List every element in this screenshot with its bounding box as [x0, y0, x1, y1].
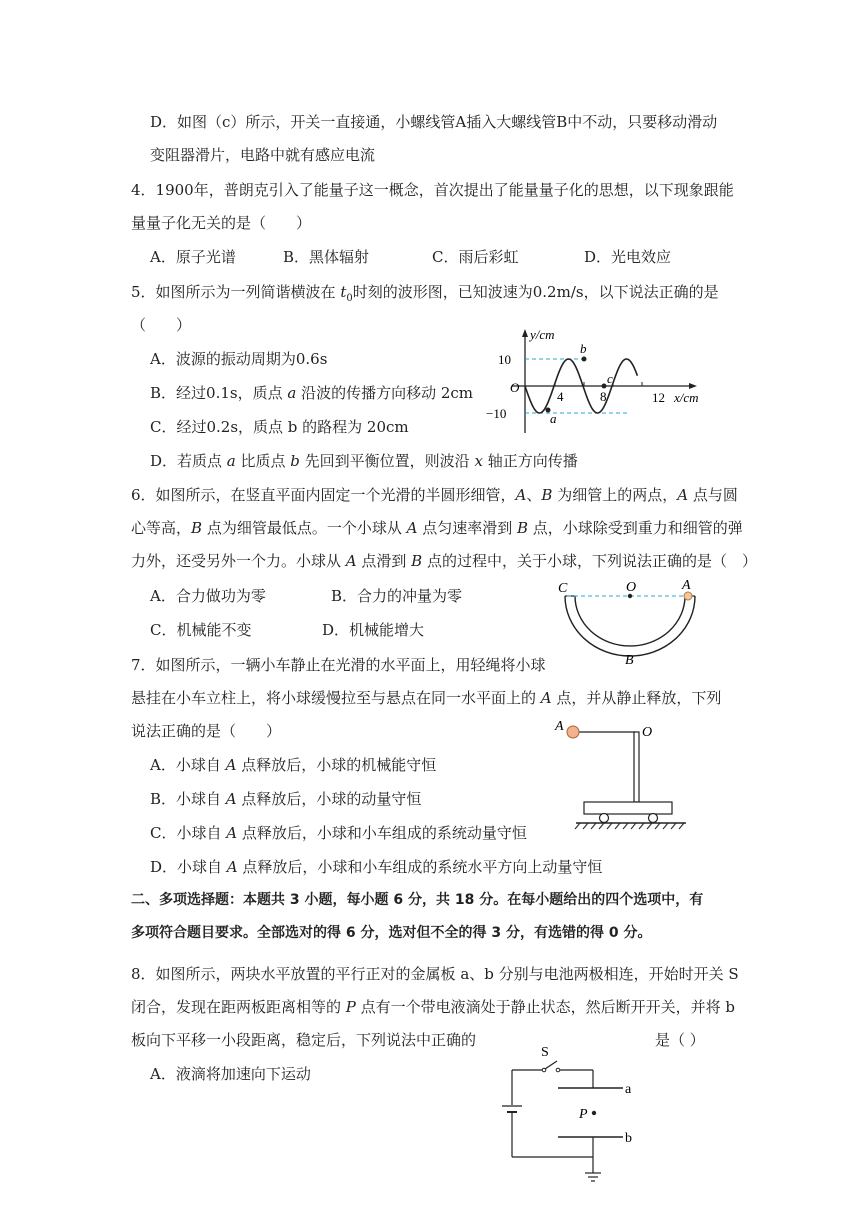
q4-stem-line2: 量量子化无关的是（ ） — [131, 214, 312, 232]
tick-neg10: −10 — [486, 406, 507, 421]
label-p: P — [579, 1107, 588, 1122]
q7-option-d: D．小球自 A 点释放后，小球和小车组成的系统水平方向上动量守恒 — [150, 858, 603, 876]
q8-option-a: A．液滴将加速向下运动 — [150, 1065, 311, 1083]
q7-stem-line2: 悬挂在小车立柱上，将小球缓慢拉至与悬点在同一水平面上的 A 点，并从静止释放，下列 — [131, 689, 722, 707]
label-a: a — [550, 411, 557, 426]
origin-label: O — [510, 380, 520, 395]
q8-stem-line3a: 板向下平移一小段距离，稳定后，下列说法中正确的 — [131, 1031, 477, 1049]
label-a: A — [555, 719, 564, 734]
q6-option-c: C．机械能不变 — [150, 621, 252, 639]
label-a: A — [682, 578, 691, 593]
q8-circuit-figure — [495, 1045, 645, 1185]
q7-stem-line1: 7．如图所示，一辆小车静止在光滑的水平面上，用轻绳将小球 — [131, 656, 546, 674]
tube-outer — [565, 596, 695, 656]
label-b: b — [625, 1131, 632, 1146]
point-p — [592, 1111, 596, 1115]
label-o: O — [642, 725, 653, 740]
q5-option-c: C．经过0.2s，质点 b 的路程为 20cm — [150, 418, 409, 436]
label-a: a — [625, 1082, 632, 1097]
q6-stem-line2: 心等高，B 点为细管最低点。一个小球从 A 点匀速率滑到 B 点，小球除受到重力和细管的弹 — [131, 519, 743, 537]
q8-stem-line1: 8．如图所示，两块水平放置的平行正对的金属板 a、b 分别与电池两极相连，开始时开关 S — [131, 965, 739, 983]
q5-wave-figure — [480, 325, 710, 440]
q6-stem-line1: 6．如图所示，在竖直平面内固定一个光滑的半圆形细管，A、B 为细管上的两点，A 点与圆 — [131, 486, 738, 504]
point-c — [602, 384, 607, 389]
q7-cart-figure — [552, 718, 692, 833]
q7-option-b: B．小球自 A 点释放后，小球的动量守恒 — [150, 790, 422, 808]
x-axis-label: x/cm — [674, 390, 699, 405]
q5-option-b: B．经过0.1s，质点 a 沿波的传播方向移动 2cm — [150, 384, 474, 402]
tick-10: 10 — [498, 352, 511, 367]
q7-option-c: C．小球自 A 点释放后，小球和小车组成的系统动量守恒 — [150, 824, 527, 842]
q5-option-a: A．波源的振动周期为0.6s — [150, 350, 328, 368]
ball-a — [684, 592, 692, 600]
tube-inner — [575, 596, 685, 646]
tick-8: 8 — [600, 389, 607, 404]
cart-body — [584, 802, 672, 814]
q3-option-d-line2: 变阻器滑片，电路中就有感应电流 — [150, 146, 376, 164]
q5-option-d: D．若质点 a 比质点 b 先回到平衡位置，则波沿 x 轴正方向传播 — [150, 452, 578, 470]
q6-option-b: B．合力的冲量为零 — [331, 587, 463, 605]
wheel-right — [649, 814, 658, 823]
section2-heading-line1: 二、多项选择题：本题共 3 小题，每小题 6 分，共 18 分。在每小题给出的四个选项中，有 — [131, 892, 704, 908]
q4-option-d: D．光电效应 — [584, 248, 672, 266]
x-axis-arrow — [689, 383, 697, 389]
wheel-left — [600, 814, 609, 823]
label-b: B — [625, 653, 634, 668]
tick-4: 4 — [557, 389, 564, 404]
y-axis-arrow — [522, 329, 528, 337]
label-c: C — [558, 581, 568, 596]
q7-option-a: A．小球自 A 点释放后，小球的机械能守恒 — [150, 756, 437, 774]
tick-12: 12 — [652, 390, 665, 405]
q4-option-c: C．雨后彩虹 — [432, 248, 519, 266]
q6-stem-line3: 力外，还受另外一个力。小球从 A 点滑到 B 点的过程中，关于小球，下列说法正确的是（ ） — [131, 552, 757, 570]
q4-stem-line1: 4．1900年，普朗克引入了能量子这一概念，首次提出了能量量子化的思想，以下现象跟能 — [131, 181, 734, 199]
y-axis-label: y/cm — [530, 327, 555, 342]
label-s: S — [541, 1045, 549, 1060]
q5-stem-line1: 5．如图所示为一列简谐横波在 $t_0$时刻的波形图，已知波速为0.2m/s，以下说法正确的是 — [131, 283, 719, 304]
label-b: b — [580, 341, 587, 356]
ground-hatch — [575, 823, 684, 829]
q5-stem-line2: （ ） — [131, 316, 192, 334]
q7-stem-line3: 说法正确的是（ ） — [131, 722, 282, 740]
q6-semicircle-figure — [555, 578, 705, 668]
label-o: O — [626, 580, 637, 595]
q6-option-d: D．机械能增大 — [322, 621, 425, 639]
section2-heading-line2: 多项符合题目要求。全部选对的得 6 分，选对但不全的得 3 分，有选错的得 0 分。 — [131, 925, 652, 941]
post — [634, 732, 639, 802]
point-b — [582, 357, 587, 362]
ball — [567, 726, 579, 738]
q4-option-a: A．原子光谱 — [150, 248, 236, 266]
q4-option-b: B．黑体辐射 — [283, 248, 370, 266]
q3-option-d-line1: D．如图（c）所示，开关一直接通，小螺线管A插入大螺线管B中不动，只要移动滑动 — [150, 113, 718, 131]
switch-s — [545, 1061, 557, 1069]
q8-stem-line3b: 是（ ） — [655, 1031, 705, 1049]
q8-stem-line2: 闭合，发现在距两板距离相等的 P 点有一个带电液滴处于静止状态，然后断开开关，并将 b — [131, 998, 736, 1016]
label-c: c — [607, 371, 613, 386]
q6-option-a: A．合力做功为零 — [150, 587, 266, 605]
